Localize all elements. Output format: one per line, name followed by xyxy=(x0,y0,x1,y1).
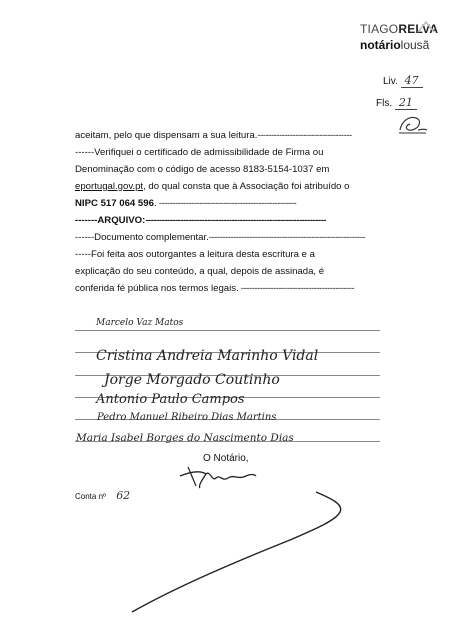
text-line-6: -------ARQUIVO:------------------------------------------------------------------- xyxy=(75,215,326,226)
eportugal-link[interactable]: eportugal.gov.pt xyxy=(75,181,144,192)
brand-first: TIAGO xyxy=(360,22,399,36)
conta-value: 62 xyxy=(116,489,131,502)
signature-3: Jorge Morgado Coutinho xyxy=(104,372,280,388)
text-line-4: eportugal.gov.pt, do qual consta que à Associação foi atribuído o xyxy=(75,181,350,192)
brand-second: RELVA xyxy=(398,22,439,36)
brand-sub-first: notário xyxy=(360,38,401,52)
text-line-9: explicação do seu conteúdo, a qual, depois de assinada, é xyxy=(75,266,325,277)
liv-value: 47 xyxy=(401,74,423,88)
signature-2: Cristina Andreia Marinho Vidal xyxy=(96,348,319,364)
fls-value: 21 xyxy=(395,96,417,110)
signature-1: Marcelo Vaz Matos xyxy=(96,318,184,328)
text-line-8: -----Foi feita aos outorgantes a leitura desta escritura e a xyxy=(75,249,315,260)
fls-label: Fls. xyxy=(376,98,393,109)
liv-label: Liv. xyxy=(383,76,398,87)
conta-label: Conta nº xyxy=(75,492,106,501)
signature-5: Pedro Manuel Ribeiro Dias Martins xyxy=(97,412,277,423)
signature-4: Antonio Paulo Campos xyxy=(96,392,245,407)
signature-6: Maria Isabel Borges do Nascimento Dias xyxy=(76,432,294,444)
notary-label: O Notário, xyxy=(203,453,249,464)
text-line-5: NIPC 517 064 596. --------------------------------------------------- xyxy=(75,198,297,209)
text-line-10: conferida fé pública nos termos legais. ------------------------------------------ xyxy=(75,283,355,294)
nipc-number: NIPC 517 064 596 xyxy=(75,198,154,209)
brand-sub-second: lousã xyxy=(400,38,430,52)
text-line-1: aceitam, pelo que dispensam a sua leitura.----------------------------------- xyxy=(75,130,352,141)
text-line-2: ------Verifiquei o certificado de admissibilidade de Firma ou xyxy=(75,147,324,158)
text-line-3: Denominação com o código de acesso 8183-5154-1037 em xyxy=(75,164,330,175)
text-line-7: ------Documento complementar.---------------------------------------------------------- xyxy=(75,232,366,243)
